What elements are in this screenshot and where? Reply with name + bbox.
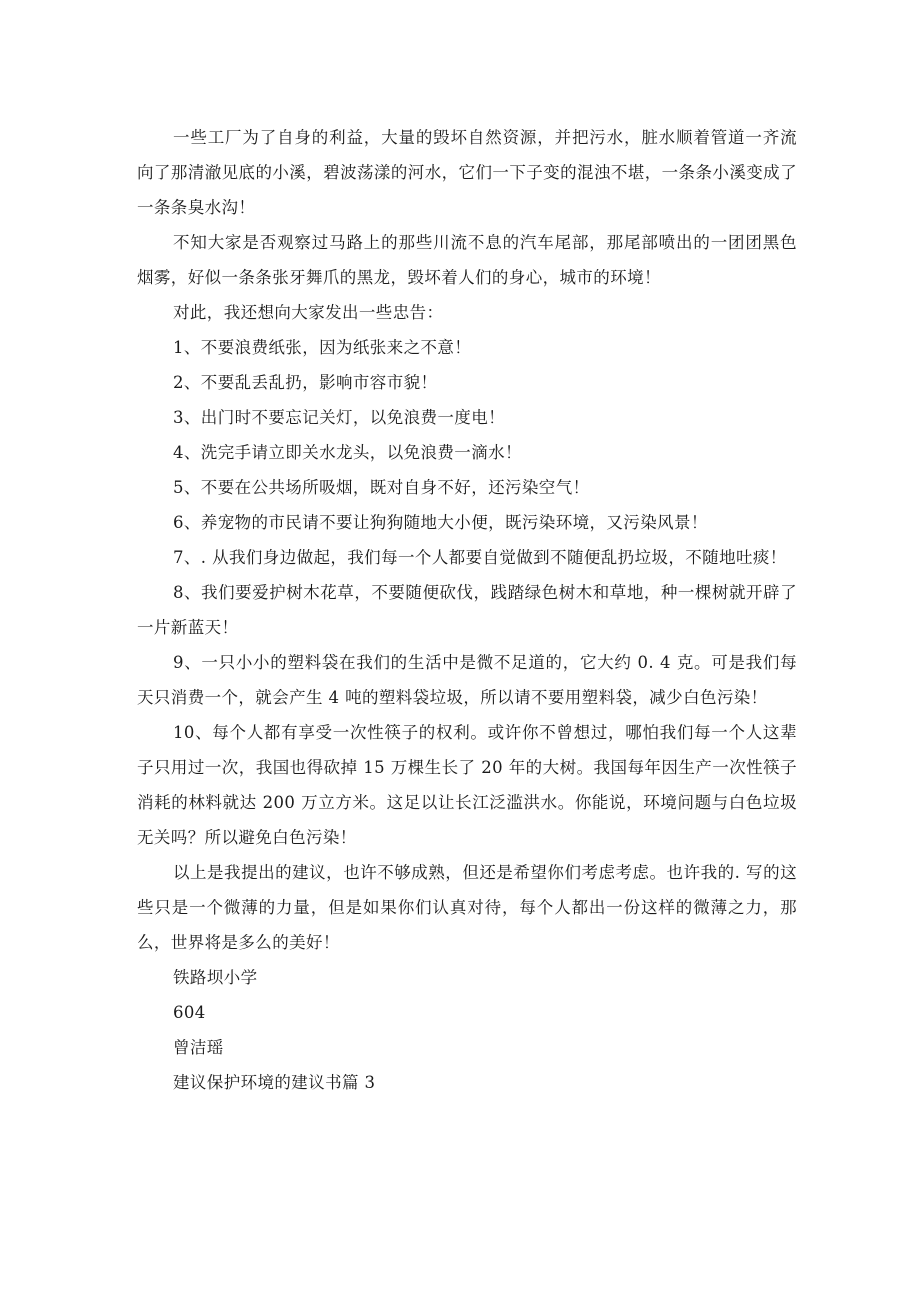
signature-class: 604	[173, 1003, 206, 1022]
document-page	[137, 120, 797, 1100]
signature-name: 曾洁瑶	[173, 1038, 224, 1057]
paragraph-conclusion: 以上是我提出的建议，也许不够成熟，但还是希望你们考虑考虑。也许我的. 写的这些只是一个微薄的力量，但是如果你们认真对待，每个人都出一份这样的微薄之力，那么，世界将是多么的美好！	[137, 863, 797, 952]
paragraph-car-exhaust: 不知大家是否观察过马路上的那些川流不息的汽车尾部，那尾部喷出的一团团黑色烟雾，好似一条条张牙舞爪的黑龙，毁坏着人们的身心，城市的环境！	[137, 233, 797, 287]
advice-item-5: 5、不要在公共场所吸烟，既对自身不好，还污染空气！	[173, 478, 590, 497]
advice-item-3: 3、出门时不要忘记关灯，以免浪费一度电！	[173, 408, 505, 427]
paragraph-advice-intro: 对此，我还想向大家发出一些忠告：	[173, 303, 444, 322]
advice-item-2: 2、不要乱丢乱扔，影响市容市貌！	[173, 373, 438, 392]
advice-item-8: 8、我们要爱护树木花草，不要随便砍伐，践踏绿色树木和草地，种一棵树就开辟了一片新蓝天！	[137, 583, 797, 637]
signature-school: 铁路坝小学	[173, 968, 258, 987]
advice-item-1: 1、不要浪费纸张，因为纸张来之不意！	[173, 338, 472, 357]
advice-item-9: 9、一只小小的塑料袋在我们的生活中是微不足道的，它大约 0. 4 克。可是我们每天只消费一个，就会产生 4 吨的塑料袋垃圾，所以请不要用塑料袋，减少白色污染！	[137, 653, 797, 707]
advice-item-7: 7、. 从我们身边做起，我们每一个人都要自觉做到不随便乱扔垃圾，不随地吐痰！	[173, 548, 787, 567]
advice-item-10: 10、每个人都有享受一次性筷子的权利。或许你不曾想过，哪怕我们每一个人这辈子只用过一次，我国也得砍掉 15 万棵生长了 20 年的大树。我国每年因生产一次性筷子消耗的林料就达 200 万立方米。这足以让长江泛滥洪水。你能说，环境问题与白色垃圾无关吗？所以避免白色污染！	[137, 723, 797, 847]
next-section-heading: 建议保护环境的建议书篇 3	[173, 1073, 376, 1092]
advice-item-4: 4、洗完手请立即关水龙头，以免浪费一滴水！	[173, 443, 522, 462]
advice-item-6: 6、养宠物的市民请不要让狗狗随地大小便，既污染环境，又污染风景！	[173, 513, 708, 532]
paragraph-factories: 一些工厂为了自身的利益，大量的毁坏自然资源，并把污水，脏水顺着管道一齐流向了那清澈见底的小溪，碧波荡漾的河水，它们一下子变的混浊不堪，一条条小溪变成了一条条臭水沟！	[137, 128, 797, 217]
